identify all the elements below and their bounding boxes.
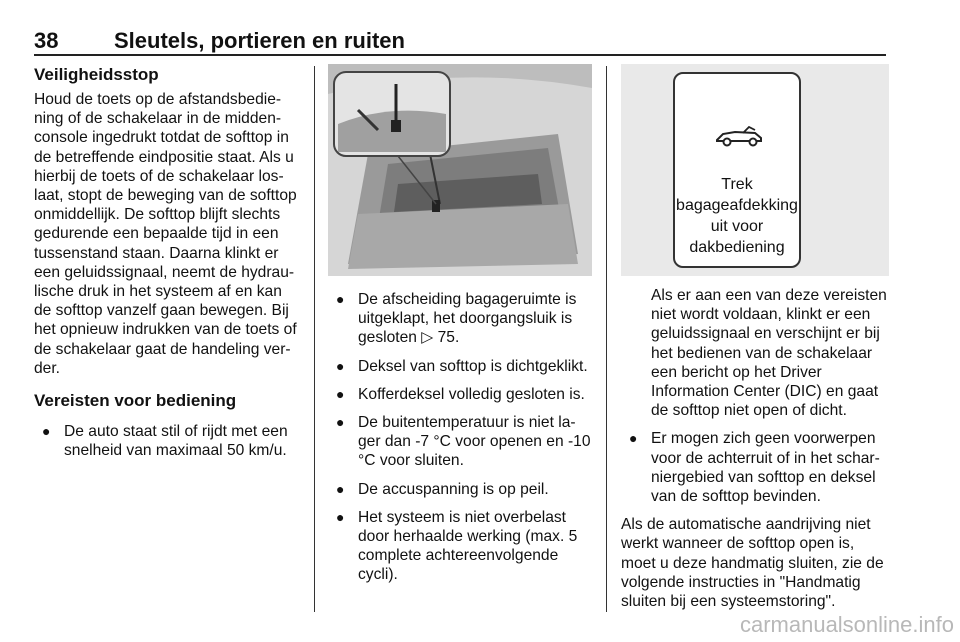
bullet-continuation: Als er aan een van deze vereisten niet wordt voldaan, klinkt er een geluidssignaal en verschijnt er bij het bedienen van de schakelaar een bericht op het Driver Information Center (DIC) en gaat de softtop niet open of dicht. bbox=[651, 287, 887, 420]
display-message-figure bbox=[621, 64, 889, 276]
convertible-car-icon bbox=[715, 126, 763, 148]
bullet-icon: ● bbox=[336, 480, 345, 497]
header-rule bbox=[34, 54, 886, 56]
dic-message-text: Trek bagageafdekking uit voor dakbediening bbox=[676, 176, 798, 256]
column-1 bbox=[34, 64, 302, 469]
obstruction-list bbox=[621, 429, 889, 506]
list-item: ● De buitentemperatuur is niet lager dan -7 °C voor openen en -10 °C voor sluiten. bbox=[336, 414, 591, 470]
column-divider bbox=[606, 66, 607, 612]
column-2 bbox=[328, 64, 592, 594]
section-heading-safety-stop: Veiligheidsstop bbox=[34, 65, 159, 84]
page-number: 38 bbox=[34, 28, 59, 53]
list-item: ● Kofferdeksel volledig gesloten is. bbox=[336, 385, 585, 403]
page-header bbox=[34, 28, 886, 52]
conditions-list bbox=[328, 290, 592, 585]
bullet-icon: ● bbox=[42, 423, 51, 440]
list-item: ● Het systeem is niet overbelast door herhaalde werking (max. 5 complete achtereenvolgende cycli). bbox=[336, 508, 578, 584]
trunk-photo bbox=[328, 64, 592, 276]
bullet-icon: ● bbox=[336, 291, 345, 307]
column-3 bbox=[621, 64, 889, 611]
bullet-icon: ● bbox=[336, 508, 345, 525]
bullet-icon: ● bbox=[336, 414, 345, 431]
list-item: ● De afscheiding bagageruimte is uitgeklapt, het doorgangsluik is gesloten ▷ 75. bbox=[336, 291, 577, 347]
list-item: ● De auto staat stil of rijdt met een snelheid van maximaal 50 km/u. bbox=[42, 423, 288, 460]
column-divider bbox=[314, 66, 315, 612]
chapter-title: Sleutels, portieren en ruiten bbox=[114, 28, 405, 53]
safety-stop-paragraph: Houd de toets op de afstandsbediening of de schakelaar in de middenconsole ingedrukt totdat de softtop in de betreffende eindpositie staat. Als u hierbij de toets of de schakelaar loslaat, stopt de beweging van de softtop onmiddellijk. De softtop blijft slechts gedurende een bepaalde tijd in een tussenstand staan. Daarna klinkt er een geluidssignaal, neemt de hydraulische druk in het systeem af en kan de softtop vanzelf gaan bewegen. Bij het opnieuw indrukken van de toets of de schakelaar gaat de handeling verder. bbox=[34, 91, 297, 377]
manual-close-paragraph: Als de automatische aandrijving niet werkt wanneer de softtop open is, moet u deze handmatig sluiten, zie de volgende instructies in "Handmatig sluiten bij een systeemstoring". bbox=[621, 516, 884, 611]
section-heading-requirements: Vereisten voor bediening bbox=[34, 391, 237, 411]
watermark: carmanualsonline.info bbox=[739, 612, 954, 637]
bullet-icon: ● bbox=[629, 430, 638, 447]
list-item: ● De accuspanning is op peil. bbox=[336, 480, 549, 498]
bullet-icon: ● bbox=[336, 357, 345, 374]
list-item: ● Deksel van softtop is dichtgeklikt. bbox=[336, 357, 588, 375]
requirements-list bbox=[34, 422, 302, 460]
dic-message-panel bbox=[673, 72, 801, 268]
bullet-icon: ● bbox=[336, 385, 345, 402]
trunk-illustration bbox=[328, 64, 592, 276]
list-item: ● Er mogen zich geen voorwerpen voor de achterruit of in het scharniergebied van softtop en deksel van de softtop bevinden. bbox=[629, 430, 880, 506]
